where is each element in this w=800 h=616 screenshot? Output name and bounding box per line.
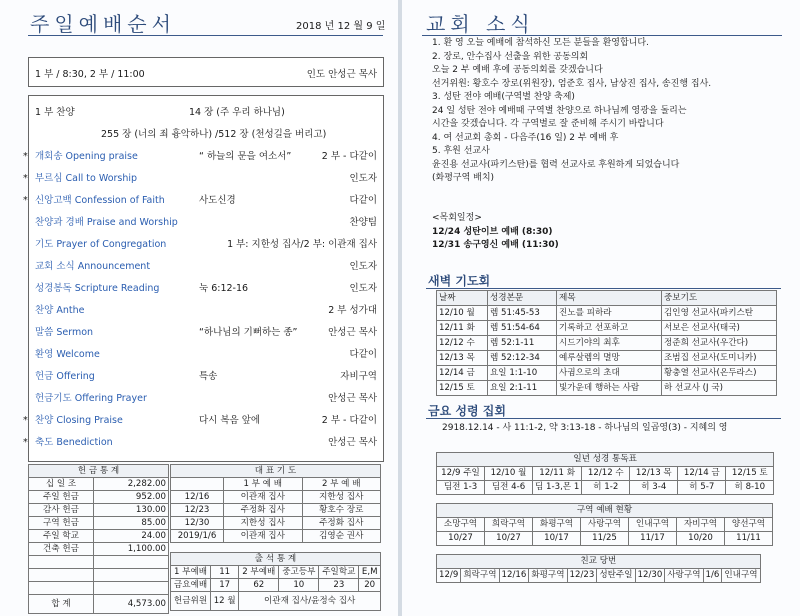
bulletin-date: 2018 년 12 월 9 일	[296, 21, 386, 32]
news-line: 24 일 성탄 전야 예배때 구역별 찬양으로 하나님께 영광을 돌리는	[432, 105, 687, 116]
reading-cell: 12/15 토	[726, 467, 774, 481]
offering-row	[29, 569, 169, 582]
committee-label: 헌금위원	[171, 592, 211, 611]
district-cell: 소망구역	[437, 518, 485, 532]
order-item	[23, 170, 383, 188]
news-line: (화평구역 배치)	[432, 173, 495, 183]
order-content: “ 하늘의 문을 여소서”	[199, 151, 292, 162]
fellowship-cell: 1/6	[703, 569, 722, 583]
attendance-row	[171, 566, 381, 579]
order-title: 축도 Benediction	[35, 437, 113, 448]
offering-label	[29, 556, 94, 569]
offering-label: 감사 헌금	[29, 504, 94, 517]
reading-cell: 히 3-4	[630, 481, 678, 495]
offering-header: 헌 금 통 계	[29, 465, 169, 478]
offering-committee-row	[171, 592, 381, 611]
schedule-title: <목회일정>	[432, 213, 482, 223]
attendance-cell: 10	[279, 579, 319, 592]
schedule-item: 12/31 송구영신 예배 (11:30)	[432, 240, 559, 250]
offering-row	[29, 504, 169, 517]
news-list	[432, 37, 711, 186]
reading-cell: 12/12 수	[582, 467, 630, 481]
attendance-cell: 주일학교	[319, 566, 359, 579]
attendance-cell: 23	[319, 579, 359, 592]
prayer-header: 대 표 기 도	[171, 465, 381, 478]
fellowship-header	[437, 555, 761, 569]
offering-total: 4,573.00	[94, 595, 169, 614]
order-item	[29, 280, 383, 298]
prayer-date: 12/23	[171, 504, 224, 517]
offering-row	[29, 530, 169, 543]
order-content: 사도신경	[199, 195, 236, 206]
order-leader: 인도자	[349, 173, 377, 184]
reading-table	[436, 452, 774, 495]
prayer-name: 이관재 집사	[224, 530, 303, 543]
order-content: “하나님의 기뻐하는 종”	[199, 327, 298, 338]
district-row	[437, 518, 773, 532]
dawn-cell: 황충열 선교사(온두라스)	[662, 366, 777, 381]
prayer-name: 1 부 예 배	[224, 478, 303, 491]
reading-cell: 히 8-10	[726, 481, 774, 495]
fellowship-header-cell: 친교 당번	[437, 555, 761, 569]
prayer-name: 2 부 예 배	[302, 478, 381, 491]
news-title: 교회 소식	[426, 12, 535, 36]
order-title: 찬양 Closing Praise	[35, 415, 123, 426]
dawn-cell: 성경본문	[488, 291, 557, 306]
dawn-cell: 12/12 수	[437, 336, 488, 351]
order-leader: 다같이	[349, 349, 377, 360]
reading-row	[437, 481, 774, 495]
dawn-cell: 진노를 피하라	[557, 306, 662, 321]
prayer-name: 주정화 집사	[224, 504, 303, 517]
order-title: 개회송 Opening praise	[35, 151, 138, 162]
order-content: 255 장 (너의 죄 흉악하나) /512 장 (천성길을 버리고)	[101, 129, 327, 140]
order-leader: 찬양팀	[349, 217, 377, 228]
fellowship-cell: 12/9	[437, 569, 461, 583]
dawn-cell: 사귐으로의 초대	[557, 366, 662, 381]
prayer-table	[170, 464, 381, 543]
news-line: 선거위원: 황호수 장로(위원장), 엄준호 집사, 남상진 집사, 송진행 집사.	[432, 78, 712, 89]
reading-cell: 12/9 주일	[437, 467, 485, 481]
dawn-row	[437, 336, 777, 351]
order-content: 특송	[199, 371, 218, 382]
district-cell: 사랑구역	[581, 518, 629, 532]
order-title: 찬양과 경배 Praise and Worship	[35, 217, 178, 228]
reading-cell: 히 1-2	[582, 481, 630, 495]
district-cell: 10/27	[437, 532, 485, 546]
prayer-date: 2019/1/6	[171, 530, 224, 543]
offering-label: 주일 학교	[29, 530, 94, 543]
order-item	[23, 192, 383, 210]
fellowship-cell: 12/16	[499, 569, 529, 583]
reading-row	[437, 467, 774, 481]
order-star: *	[23, 437, 28, 448]
district-header	[437, 504, 773, 518]
order-star: *	[23, 195, 28, 206]
order-leader: 안성근 목사	[328, 327, 377, 338]
reading-cell: 딤전 4-6	[485, 481, 533, 495]
schedule	[432, 212, 559, 253]
dawn-row	[437, 366, 777, 381]
order-title: 교회 소식 Announcement	[35, 261, 151, 272]
dawn-prayer-title: 새벽 기도회	[428, 274, 491, 288]
dawn-cell: 렘 51:54-64	[488, 321, 557, 336]
offering-label: 건축 헌금	[29, 543, 94, 556]
attendance-cell: 17	[211, 579, 239, 592]
fellowship-cell: 성탄주일	[597, 569, 635, 583]
order-leader: 안성근 목사	[328, 393, 377, 404]
district-cell: 11/11	[725, 532, 773, 546]
order-star: *	[23, 173, 28, 184]
order-leader: 2 부 - 다같이	[321, 151, 377, 162]
prayer-name: 지한성 집사	[224, 517, 303, 530]
news-line: 윤진용 선교사(파키스탄)를 협력 선교사로 후원하게 되었습니다	[432, 159, 680, 170]
district-cell: 화평구역	[533, 518, 581, 532]
prayer-date: 12/30	[171, 517, 224, 530]
district-cell: 양선구역	[725, 518, 773, 532]
offering-total-label: 합 계	[29, 595, 94, 614]
order-title: 말씀 Sermon	[35, 327, 94, 338]
committee-month: 12 월	[211, 592, 239, 611]
offering-row	[29, 478, 169, 491]
worship-order-title: 주일예배순서	[30, 12, 176, 36]
order-item	[29, 214, 383, 232]
attendance-row	[171, 579, 381, 592]
dawn-cell: 12/15 토	[437, 381, 488, 396]
order-item	[29, 302, 383, 320]
district-row	[437, 532, 773, 546]
order-title: 환영 Welcome	[35, 349, 100, 360]
order-item	[29, 258, 383, 276]
offering-amount: 85.00	[94, 517, 169, 530]
prayer-row	[171, 517, 381, 530]
order-title: 1 부 찬양	[35, 107, 75, 118]
attendance-cell: 중고등부	[279, 566, 319, 579]
district-header-cell: 구역 예배 현황	[437, 504, 773, 518]
dawn-cell: 정준희 선교사(우간다)	[662, 336, 777, 351]
attendance-header: 출 석 통 계	[171, 553, 381, 566]
offering-table	[28, 464, 169, 614]
order-title: 찬양 Anthe	[35, 305, 85, 316]
fellowship-row	[437, 569, 761, 583]
dawn-cell: 12/10 월	[437, 306, 488, 321]
district-cell: 11/25	[581, 532, 629, 546]
dawn-cell: 예루살렘의 멸망	[557, 351, 662, 366]
district-cell: 10/20	[677, 532, 725, 546]
leader: 인도 안성근 목사	[306, 69, 377, 80]
order-item	[29, 368, 383, 386]
district-cell: 희락구역	[485, 518, 533, 532]
order-item	[23, 412, 383, 430]
prayer-row	[171, 530, 381, 543]
attendance-cell: 20	[359, 579, 381, 592]
district-cell: 10/27	[485, 532, 533, 546]
dawn-cell: 기록하고 선포하고	[557, 321, 662, 336]
offering-amount: 130.00	[94, 504, 169, 517]
service-times-box	[28, 57, 384, 87]
dawn-cell: 12/13 목	[437, 351, 488, 366]
news-line: 4. 여 선교회 총회 - 다음주(16 일) 2 부 예배 후	[432, 132, 619, 143]
order-leader: 안성근 목사	[328, 437, 377, 448]
order-item	[23, 434, 383, 452]
friday-text: 2918.12.14 - 사 11:1-2, 약 3:13-18 - 하나님의 일곱영(3) - 지혜의 영	[442, 423, 728, 433]
fellowship-cell: 화평구역	[529, 569, 567, 583]
attendance-cell: 금요예배	[171, 579, 211, 592]
prayer-name: 김영순 권사	[302, 530, 381, 543]
dawn-row	[437, 381, 777, 396]
fellowship-cell: 사랑구역	[665, 569, 703, 583]
dawn-cell: 제목	[557, 291, 662, 306]
reading-cell: 12/10 월	[485, 467, 533, 481]
reading-cell: 12/13 목	[630, 467, 678, 481]
order-leader: 인도자	[349, 283, 377, 294]
order-title: 헌금기도 Offering Prayer	[35, 393, 147, 404]
fellowship-cell: 12/23	[567, 569, 597, 583]
order-item	[29, 324, 383, 342]
news-line: 오늘 2 부 예배 후에 공동의회를 갖겠습니다	[432, 65, 603, 75]
district-cell: 인내구역	[629, 518, 677, 532]
offering-label: 주일 헌금	[29, 491, 94, 504]
reading-cell: 히 5-7	[678, 481, 726, 495]
order-leader: 자비구역	[340, 371, 377, 382]
prayer-row	[171, 491, 381, 504]
dawn-cell: 날짜	[437, 291, 488, 306]
order-leader: 인도자	[349, 261, 377, 272]
offering-amount: 2,282.00	[94, 478, 169, 491]
offering-label	[29, 569, 94, 582]
service-times: 1 부 / 8:30, 2 부 / 11:00	[35, 69, 145, 80]
friday-title: 금요 성령 집회	[428, 404, 506, 418]
dawn-cell: 렘 51:45-53	[488, 306, 557, 321]
dawn-cell: 빛가운데 행하는 사람	[557, 381, 662, 396]
attendance-cell: 2 부예배	[239, 566, 279, 579]
order-leader: 2 부 - 다같이	[321, 415, 377, 426]
attendance-cell: 1 부예배	[171, 566, 211, 579]
dawn-cell: 요일 2:1-11	[488, 381, 557, 396]
offering-amount: 952.00	[94, 491, 169, 504]
order-leader: 다같이	[349, 195, 377, 206]
dawn-cell: 중보기도	[662, 291, 777, 306]
news-line: 1. 환 영 오늘 예배에 참석하신 모든 분들을 환영합니다.	[432, 38, 649, 48]
order-title: 부르심 Call to Worship	[35, 173, 138, 184]
dawn-cell: 서보은 선교사(태국)	[662, 321, 777, 336]
offering-label	[29, 582, 94, 595]
news-line: 5. 후원 선교사	[432, 146, 490, 156]
prayer-date: 12/16	[171, 491, 224, 504]
fellowship-cell: 희락구역	[461, 569, 499, 583]
order-content: 다시 복음 앞에	[199, 415, 261, 426]
offering-label: 십 일 조	[29, 478, 94, 491]
district-cell: 자비구역	[677, 518, 725, 532]
order-content: 14 장 (주 우리 하나님)	[189, 107, 285, 118]
fellowship-cell: 인내구역	[722, 569, 760, 583]
order-title: 기도 Prayer of Congregation	[35, 239, 167, 250]
reading-cell: 12/14 금	[678, 467, 726, 481]
prayer-head-row	[171, 478, 381, 491]
dawn-cell: 조범집 선교사(도미니카)	[662, 351, 777, 366]
order-leader: 1 부: 지한성 집사/2 부: 이관재 집사	[227, 239, 377, 250]
dawn-prayer-table	[436, 290, 777, 396]
offering-total-row	[29, 595, 169, 614]
district-table	[436, 503, 773, 546]
dawn-row	[437, 351, 777, 366]
order-title: 헌금 Offering	[35, 371, 95, 382]
dawn-cell: 렘 52:12-34	[488, 351, 557, 366]
committee-names: 이관재 집사/윤정숙 집사	[239, 592, 381, 611]
left-page	[0, 0, 398, 616]
district-cell: 11/17	[629, 532, 677, 546]
offering-amount: 24.00	[94, 530, 169, 543]
attendance-cell: E,M	[359, 566, 381, 579]
offering-row	[29, 517, 169, 530]
prayer-name: 이관재 집사	[224, 491, 303, 504]
order-item	[29, 390, 383, 408]
dawn-row	[437, 321, 777, 336]
attendance-table	[170, 552, 381, 611]
reading-cell: 딤전 1-3	[437, 481, 485, 495]
offering-amount	[94, 556, 169, 569]
dawn-head-row	[437, 291, 777, 306]
offering-amount: 1,100.00	[94, 543, 169, 556]
dawn-cell: 시드기야의 최후	[557, 336, 662, 351]
order-star: *	[23, 151, 28, 162]
dawn-cell: 12/11 화	[437, 321, 488, 336]
order-of-worship-box	[23, 95, 384, 462]
news-line: 2. 장로, 안수집사 선출을 위한 공동의회	[432, 51, 589, 62]
reading-cell: 딤 1-3,몬 1	[533, 481, 582, 495]
order-item	[29, 104, 383, 122]
order-item	[29, 236, 383, 254]
prayer-name: 지한성 집사	[302, 491, 381, 504]
schedule-item: 12/24 성탄이브 예배 (8:30)	[432, 226, 553, 237]
prayer-name: 주정화 집사	[302, 517, 381, 530]
dawn-cell: 하 선교사 (J 국)	[662, 381, 777, 396]
dawn-cell: 요일 1:1-10	[488, 366, 557, 381]
order-title: 신앙고백 Confession of Faith	[35, 195, 165, 206]
dawn-cell: 렘 52:1-11	[488, 336, 557, 351]
fellowship-cell: 12/30	[635, 569, 665, 583]
order-item	[29, 126, 383, 144]
offering-row	[29, 582, 169, 595]
prayer-row	[171, 504, 381, 517]
offering-amount	[94, 582, 169, 595]
right-page	[402, 0, 800, 616]
attendance-cell: 62	[239, 579, 279, 592]
offering-amount	[94, 569, 169, 582]
reading-cell: 12/11 화	[533, 467, 582, 481]
offering-label: 구역 헌금	[29, 517, 94, 530]
dawn-cell: 김인영 선교사(파키스탄	[662, 306, 777, 321]
news-line: 시간을 갖겠습니다. 각 구역별로 잘 준비해 주시기 바랍니다	[432, 119, 664, 129]
order-leader: 2 부 성가대	[328, 305, 377, 316]
prayer-name: 황호수 장로	[302, 504, 381, 517]
offering-row	[29, 543, 169, 556]
offering-row	[29, 491, 169, 504]
offering-row	[29, 556, 169, 569]
district-cell: 10/17	[533, 532, 581, 546]
attendance-cell: 11	[211, 566, 239, 579]
dawn-row	[437, 306, 777, 321]
order-star: *	[23, 415, 28, 426]
prayer-date	[171, 478, 224, 491]
order-content: 눅 6:12-16	[199, 283, 249, 294]
order-title: 성경봉독 Scripture Reading	[35, 283, 160, 294]
reading-header-cell: 일년 성경 통독표	[437, 453, 774, 467]
order-item	[23, 148, 383, 166]
reading-header	[437, 453, 774, 467]
fellowship-table	[436, 554, 761, 583]
dawn-cell: 12/14 금	[437, 366, 488, 381]
news-line: 3. 성탄 전야 예배(구역별 찬양 축제)	[432, 92, 575, 102]
order-item	[29, 346, 383, 364]
